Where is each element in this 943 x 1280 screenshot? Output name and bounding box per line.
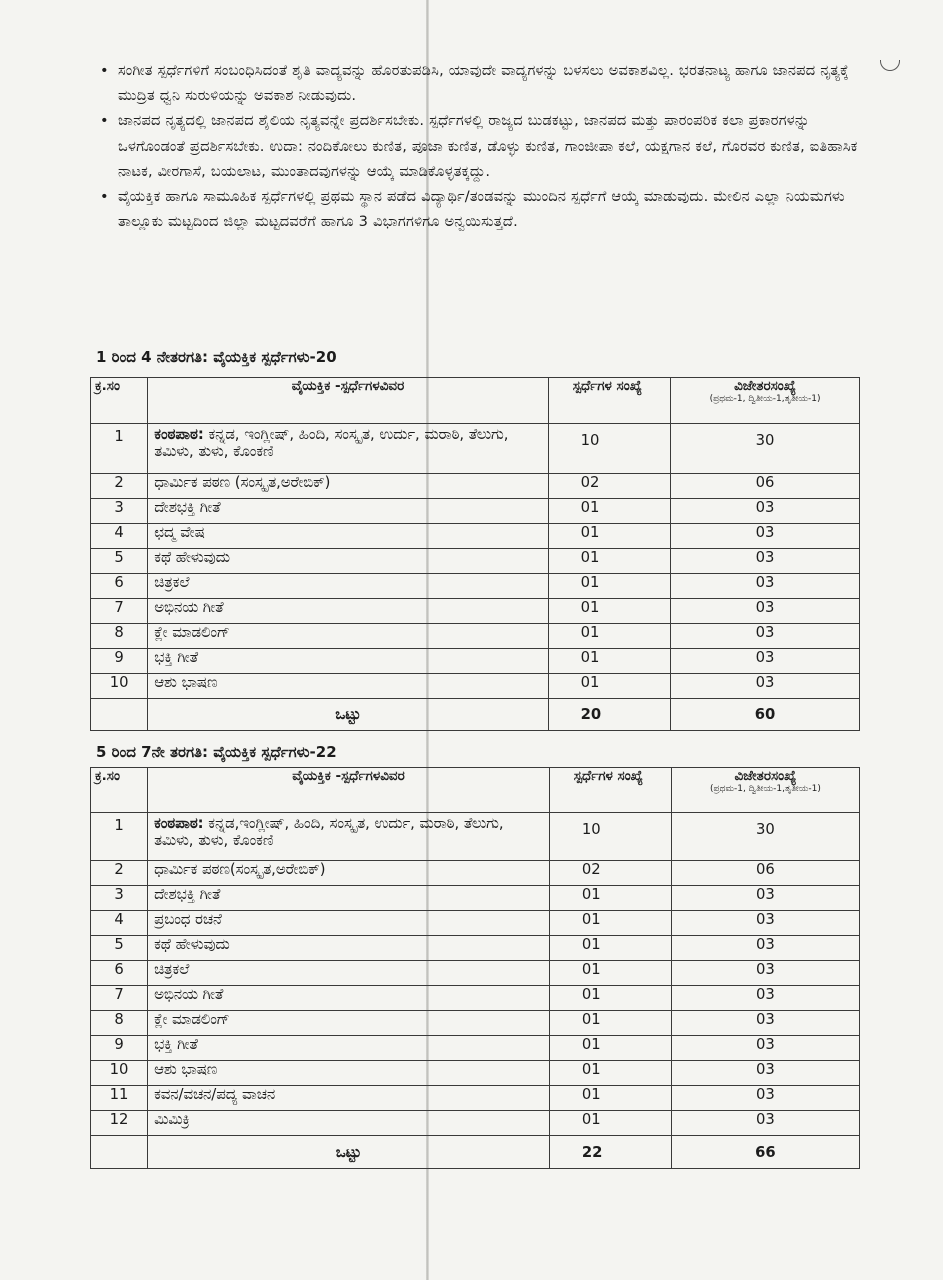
table-row — [91, 1086, 860, 1111]
competition-name: ಕಥೆ ಹೇಳುವುದು — [154, 936, 230, 953]
cell-count: 01 — [548, 499, 670, 524]
cell-empty — [91, 1136, 148, 1169]
cell-count: 01 — [548, 574, 670, 599]
margin-pen-mark — [880, 60, 900, 71]
cell-count: 01 — [549, 1111, 671, 1136]
cell-serial: 8 — [91, 1011, 148, 1036]
cell-count: 01 — [548, 624, 670, 649]
cell-winners: 03 — [671, 886, 859, 911]
cell-competition — [148, 474, 548, 499]
cell-competition — [148, 649, 548, 674]
cell-winners: 06 — [671, 861, 859, 886]
cell-competition — [148, 524, 548, 549]
cell-serial: 1 — [91, 813, 148, 861]
cell-serial: 5 — [91, 549, 148, 574]
table1 — [90, 377, 860, 731]
total-row — [91, 1136, 860, 1169]
table1-title: 1 ರಿಂದ 4 ನೇತರಗತಿ: ವೈಯಕ್ತಿಕ ಸ್ಪರ್ಧೆಗಳು-20 — [96, 348, 337, 366]
rules-list — [100, 58, 860, 234]
cell-competition — [148, 674, 548, 699]
header-serial: ಕ್ರ.ಸಂ — [91, 378, 148, 424]
cell-winners: 03 — [671, 549, 860, 574]
competition-name: ಕನ್ನಡ, ಇಂಗ್ಲೀಷ್, ಹಿಂದಿ, ಸಂಸ್ಕೃತ, ಉರ್ದು, ಮರಾಠಿ, ತೆಲುಗು, ತಮಿಳು, ತುಳು, ಕೊಂಕಣಿ — [154, 426, 509, 460]
cell-winners: 03 — [671, 961, 859, 986]
header-winners-sub: (ಪ್ರಥಮ-1, ದ್ವಿತೀಯ-1,ತೃತೀಯ-1) — [709, 784, 821, 794]
cell-competition — [148, 624, 548, 649]
table-row — [91, 1111, 860, 1136]
cell-competition — [148, 886, 550, 911]
cell-competition — [148, 911, 550, 936]
cell-serial: 4 — [91, 524, 148, 549]
table-row — [91, 986, 860, 1011]
competition-name: ಕ್ಲೇ ಮಾಡಲಿಂಗ್ — [154, 624, 230, 641]
cell-serial: 2 — [91, 861, 148, 886]
cell-serial: 7 — [91, 986, 148, 1011]
cell-count: 01 — [549, 1036, 671, 1061]
rule-item: • ಸಂಗೀತ ಸ್ಪರ್ಧೆಗಳಿಗೆ ಸಂಬಂಧಿಸಿದಂತೆ ಶೃತಿ ವಾದ್ಯವನ್ನು ಹೊರತುಪಡಿಸಿ, ಯಾವುದೇ ವಾದ್ಯಗಳನ್ನು ಬಳಸಲು ಅವಕಾಶವಿಲ್ಲ. ಭರತನಾಟ್ಯ ಹಾಗೂ ಜಾನಪದ ನೃತ್ಯಕ್ಕೆ ಮುದ್ರಿತ ಧ್ವನಿ ಸುರುಳಿಯನ್ನು ಅವಕಾಶ ನೀಡುವುದು. — [100, 58, 860, 108]
cell-count: 01 — [548, 599, 670, 624]
table-row — [91, 599, 860, 624]
competition-name: ಛದ್ಮ ವೇಷ — [154, 524, 205, 541]
cell-winners: 03 — [671, 499, 860, 524]
competition-name: ಧಾರ್ಮಿಕ ಪಠಣ (ಸಂಸ್ಕೃತ,ಅರೇಬಿಕ್) — [154, 474, 331, 491]
header-count: ಸ್ಪರ್ಧೆಗಳ ಸಂಖ್ಯೆ — [548, 378, 670, 424]
header-serial: ಕ್ರ.ಸಂ — [91, 768, 148, 813]
table-row — [91, 1036, 860, 1061]
table1-body — [91, 424, 860, 731]
competition-name: ದೇಶಭಕ್ತಿ ಗೀತೆ — [154, 499, 221, 516]
cell-winners: 03 — [671, 599, 860, 624]
cell-winners: 03 — [671, 624, 860, 649]
cell-empty — [91, 699, 148, 731]
cell-competition — [148, 574, 548, 599]
total-winners: 66 — [671, 1136, 859, 1169]
table-row — [91, 911, 860, 936]
header-winners-label: ವಿಜೇತರಸಂಖ್ಯೆ — [734, 378, 796, 394]
competition-lead: ಕಂಠಪಾಠ: — [154, 426, 204, 443]
cell-serial: 10 — [91, 1061, 148, 1086]
competition-name: ಕಥೆ ಹೇಳುವುದು — [154, 549, 230, 566]
cell-competition — [148, 1086, 550, 1111]
cell-count: 01 — [548, 674, 670, 699]
table2-title: 5 ರಿಂದ 7ನೇ ತರಗತಿ: ವೈಯಕ್ತಿಕ ಸ್ಪರ್ಧೆಗಳು-22 — [96, 743, 337, 761]
cell-serial: 8 — [91, 624, 148, 649]
competition-name: ಕವನ/ವಚನ/ಪದ್ಯ ವಾಚನ — [154, 1086, 276, 1103]
cell-serial: 5 — [91, 936, 148, 961]
table-row — [91, 936, 860, 961]
competition-name: ಧಾರ್ಮಿಕ ಪಠಣ(ಸಂಸ್ಕೃತ,ಅರೇಬಿಕ್) — [154, 861, 326, 878]
competition-name: ಭಕ್ತಿ ಗೀತೆ — [154, 649, 199, 666]
table-row — [91, 549, 860, 574]
header-count: ಸ್ಪರ್ಧೆಗಳ ಸಂಖ್ಯೆ — [549, 768, 671, 813]
competition-name: ಅಭಿನಯ ಗೀತೆ — [154, 986, 224, 1003]
table-row — [91, 624, 860, 649]
cell-competition — [148, 813, 550, 861]
cell-serial: 9 — [91, 649, 148, 674]
cell-winners: 03 — [671, 1111, 859, 1136]
cell-winners: 03 — [671, 1011, 859, 1036]
cell-winners: 30 — [671, 813, 859, 861]
cell-competition — [148, 986, 550, 1011]
cell-count: 10 — [549, 813, 671, 861]
competition-name: ಅಭಿನಯ ಗೀತೆ — [154, 599, 224, 616]
cell-winners: 06 — [671, 474, 860, 499]
table-row — [91, 1011, 860, 1036]
cell-count: 01 — [548, 524, 670, 549]
cell-winners: 03 — [671, 574, 860, 599]
competition-name: ಆಶು ಭಾಷಣ — [154, 1061, 218, 1078]
table-row — [91, 961, 860, 986]
competition-name: ಚಿತ್ರಕಲೆ — [154, 574, 190, 591]
header-winners-label: ವಿಜೇತರಸಂಖ್ಯೆ — [734, 768, 797, 784]
cell-competition — [148, 1011, 550, 1036]
total-count: 20 — [548, 699, 670, 731]
cell-competition — [148, 1111, 550, 1136]
cell-competition — [148, 549, 548, 574]
header-competition: ವೈಯಕ್ತಿಕ -ಸ್ಪರ್ಧೆಗಳವಿವರ — [148, 768, 550, 813]
cell-count: 01 — [549, 911, 671, 936]
competition-name: ಕ್ಲೇ ಮಾಡಲಿಂಗ್ — [154, 1011, 230, 1028]
competition-name: ದೇಶಭಕ್ತಿ ಗೀತೆ — [154, 886, 221, 903]
cell-count: 01 — [548, 649, 670, 674]
table2-body — [91, 813, 860, 1169]
cell-count: 01 — [549, 886, 671, 911]
competition-name: ಮಿಮಿಕ್ರಿ — [154, 1111, 190, 1128]
cell-count: 01 — [548, 549, 670, 574]
cell-serial: 3 — [91, 886, 148, 911]
header-winners — [671, 378, 860, 424]
cell-winners: 03 — [671, 674, 860, 699]
table-row — [91, 574, 860, 599]
table-row — [91, 499, 860, 524]
total-count: 22 — [549, 1136, 671, 1169]
table-row — [91, 424, 860, 474]
cell-count: 01 — [549, 1086, 671, 1111]
cell-competition — [148, 1036, 550, 1061]
competition-name: ಭಕ್ತಿ ಗೀತೆ — [154, 1036, 198, 1053]
cell-competition — [148, 499, 548, 524]
competition-name: ಚಿತ್ರಕಲೆ — [154, 961, 190, 978]
cell-competition — [148, 1061, 550, 1086]
total-row — [91, 699, 860, 731]
cell-count: 02 — [548, 474, 670, 499]
cell-winners: 03 — [671, 1061, 859, 1086]
cell-competition — [148, 936, 550, 961]
table-row — [91, 649, 860, 674]
cell-serial: 7 — [91, 599, 148, 624]
table2 — [90, 767, 860, 1169]
total-winners: 60 — [671, 699, 860, 731]
cell-winners: 03 — [671, 524, 860, 549]
cell-count: 01 — [549, 936, 671, 961]
cell-serial: 12 — [91, 1111, 148, 1136]
table-row — [91, 886, 860, 911]
competition-name: ಕನ್ನಡ,ಇಂಗ್ಲೀಷ್, ಹಿಂದಿ, ಸಂಸ್ಕೃತ, ಉರ್ದು, ಮರಾಠಿ, ತೆಲುಗು, ತಮಿಳು, ತುಳು, ಕೊಂಕಣಿ — [154, 815, 504, 849]
cell-winners: 03 — [671, 911, 859, 936]
cell-serial: 2 — [91, 474, 148, 499]
cell-serial: 10 — [91, 674, 148, 699]
table-row — [91, 524, 860, 549]
table-row — [91, 674, 860, 699]
cell-count: 01 — [549, 1011, 671, 1036]
cell-serial: 9 — [91, 1036, 148, 1061]
cell-competition — [148, 424, 548, 474]
cell-serial: 4 — [91, 911, 148, 936]
competition-lead: ಕಂಠಪಾಠ: — [154, 815, 204, 832]
cell-winners: 03 — [671, 936, 859, 961]
cell-winners: 03 — [671, 649, 860, 674]
total-label: ಒಟ್ಟು — [148, 699, 548, 731]
cell-count: 01 — [549, 986, 671, 1011]
cell-competition — [148, 599, 548, 624]
cell-count: 01 — [549, 1061, 671, 1086]
cell-winners: 30 — [671, 424, 860, 474]
rule-item: • ಜಾನಪದ ನೃತ್ಯದಲ್ಲಿ ಜಾನಪದ ಶೈಲಿಯ ನೃತ್ಯವನ್ನೇ ಪ್ರದರ್ಶಿಸಬೇಕು. ಸ್ಪರ್ಧೆಗಳಲ್ಲಿ ರಾಜ್ಯದ ಬುಡಕಟ್ಟು, ಜಾನಪದ ಮತ್ತು ಪಾರಂಪರಿಕ ಕಲಾ ಪ್ರಕಾರಗಳನ್ನು ಒಳಗೊಂಡಂತೆ ಪ್ರದರ್ಶಿಸಬೇಕು. ಉದಾ: ನಂದಿಕೋಲು ಕುಣಿತ, ಪೂಜಾ ಕುಣಿತ, ಡೊಳ್ಳು ಕುಣಿತ, ಗಾಂಜೀಪಾ ಕಲೆ, ಯಕ್ಷಗಾನ ಕಲೆ, ಗೊರವರ ಕುಣಿತ, ಐತಿಹಾಸಿಕ ನಾಟಕ, ವೀರಗಾಸೆ, ಬಯಲಾಟ, ಮುಂತಾದವುಗಳನ್ನು ಆಯ್ಕೆ ಮಾಡಿಕೊಳ್ಳತಕ್ಕದ್ದು. — [100, 108, 860, 184]
cell-serial: 3 — [91, 499, 148, 524]
cell-winners: 03 — [671, 986, 859, 1011]
table-row — [91, 1061, 860, 1086]
cell-count: 02 — [549, 861, 671, 886]
cell-serial: 6 — [91, 961, 148, 986]
cell-count: 10 — [548, 424, 670, 474]
table-row — [91, 813, 860, 861]
competition-name: ಪ್ರಬಂಧ ರಚನೆ — [154, 911, 222, 928]
total-label: ಒಟ್ಟು — [148, 1136, 550, 1169]
header-competition: ವೈಯಕ್ತಿಕ -ಸ್ಪರ್ಧೆಗಳವಿವರ — [148, 378, 548, 424]
header-winners — [671, 768, 859, 813]
rule-item: • ವೈಯಕ್ತಿಕ ಹಾಗೂ ಸಾಮೂಹಿಕ ಸ್ಪರ್ಧೆಗಳಲ್ಲಿ ಪ್ರಥಮ ಸ್ಥಾನ ಪಡೆದ ವಿದ್ಯಾರ್ಥಿ/ತಂಡವನ್ನು ಮುಂದಿನ ಸ್ಪರ್ಧೆಗೆ ಆಯ್ಕೆ ಮಾಡುವುದು. ಮೇಲಿನ ಎಲ್ಲಾ ನಿಯಮಗಳು ತಾಲ್ಲೂಕು ಮಟ್ಟದಿಂದ ಜಿಲ್ಲಾ ಮಟ್ಟದವರೆಗೆ ಹಾಗೂ 3 ವಿಭಾಗಗಳಿಗೂ ಅನ್ವಯಿಸುತ್ತದೆ. — [100, 184, 860, 234]
cell-count: 01 — [549, 961, 671, 986]
cell-winners: 03 — [671, 1036, 859, 1061]
table-row — [91, 474, 860, 499]
cell-serial: 1 — [91, 424, 148, 474]
table-row — [91, 861, 860, 886]
header-winners-sub: (ಪ್ರಥಮ-1, ದ್ವಿತೀಯ-1,ತೃತೀಯ-1) — [709, 394, 821, 404]
competition-name: ಆಶು ಭಾಷಣ — [154, 674, 218, 691]
cell-competition — [148, 861, 550, 886]
cell-serial: 11 — [91, 1086, 148, 1111]
cell-serial: 6 — [91, 574, 148, 599]
cell-winners: 03 — [671, 1086, 859, 1111]
cell-competition — [148, 961, 550, 986]
